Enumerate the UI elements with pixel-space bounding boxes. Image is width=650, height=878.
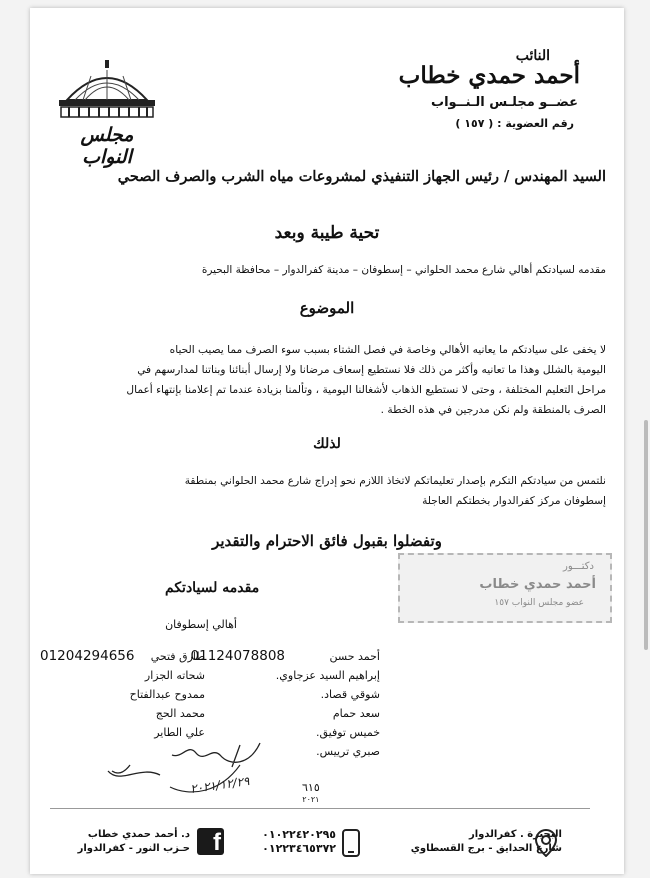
header-role: النائب xyxy=(515,48,550,64)
therefore-heading: لذلك xyxy=(313,436,341,452)
logo-text: مجلس النواب xyxy=(80,124,134,168)
body-line: اليومية بالشلل وهذا ما تعانيه وأكثر من ذلك فلا نستطيع إسعاف مرضانا ولا إرسال أبنائنا وبناتنا لمدارسهم في xyxy=(137,364,606,376)
closing: وتفضلوا بقبول فائق الاحترام والتقدير xyxy=(212,532,442,550)
greeting: تحية طيبة وبعد xyxy=(274,223,380,243)
signatory-row xyxy=(40,647,205,666)
signatory-row: شحاته الجزار xyxy=(144,669,205,682)
facebook-icon: f xyxy=(197,828,224,855)
signatory-row: ممدوح عبدالفتاح xyxy=(129,688,205,701)
parliament-dome-icon xyxy=(55,60,159,118)
signatory-row: شوقي قصاد. xyxy=(320,688,380,701)
request-paragraph xyxy=(46,471,606,511)
membership-line xyxy=(455,117,574,130)
phone-number: ٠١٢٢٣٤٦٥٣٧٢ xyxy=(262,842,336,855)
reference-number-value: ٦١٥ xyxy=(302,781,320,794)
signatory-row: صبري ترييس. xyxy=(316,745,380,758)
signatory-row: سعد حمام xyxy=(332,707,380,720)
location-pin-icon xyxy=(535,829,557,857)
signatory-name: طارق فتحي xyxy=(150,650,205,663)
signatories-left xyxy=(40,647,205,742)
request-line: نلتمس من سيادتكم التكرم بإصدار تعليماتكم لاتخاذ اللازم نحو إدراج شارع محمد الحلواني بمنطقة xyxy=(184,475,606,487)
membership-number: ( ١٥٧ ) xyxy=(455,117,494,130)
reference-number xyxy=(302,782,320,806)
header-name: أحمد حمدي خطاب xyxy=(398,62,580,89)
body-line: الصرف بالمنطقة ولم نكن مدرجين في هذه الخطة . xyxy=(380,404,606,416)
address-line: شارع الحدايق - برج القسطاوي xyxy=(410,843,562,854)
residents-label: أهالي إسطوفان xyxy=(165,618,237,631)
body-paragraph xyxy=(46,340,606,420)
reference-number-date: ٢٠٢١ xyxy=(302,795,320,804)
address-line: البحيرة . كفرالدوار xyxy=(468,829,562,840)
phone-icon xyxy=(342,829,360,857)
footer-divider xyxy=(50,808,590,809)
subject-heading: الموضوع xyxy=(299,299,355,317)
signatory-name: أحمد حسن xyxy=(329,650,380,663)
signatory-row xyxy=(190,647,380,666)
official-stamp xyxy=(398,553,612,623)
signatory-phone: 01124078808 xyxy=(190,648,285,664)
footer-phones xyxy=(258,828,336,856)
request-line: إسطوفان مركز كفرالدوار بخطتكم العاجلة xyxy=(422,495,606,507)
signatory-row: علي الطاير xyxy=(154,726,205,739)
stamp-line-1: دكتـــور xyxy=(562,561,594,572)
header-position: عضــو مجلـس الـنــواب xyxy=(431,95,578,110)
membership-label: رقم العضوية : xyxy=(497,117,574,130)
signatory-row: محمد الحج xyxy=(155,707,205,720)
footer-facebook xyxy=(78,828,190,856)
stamp-line-3: عضو مجلس النواب ١٥٧ xyxy=(494,598,584,608)
facebook-name: د. أحمد حمدي خطاب xyxy=(87,829,190,840)
addressee: السيد المهندس / رئيس الجهاز التنفيذي لمشروعات مياه الشرب والصرف الصحي xyxy=(117,168,606,185)
facebook-org: حـزب النور - كفرالدوار xyxy=(77,843,190,854)
presented-heading: مقدمه لسيادتكم xyxy=(165,580,260,596)
intro-line: مقدمه لسيادتكم أهالي شارع محمد الحلواني – إسطوفان – مدينة كفرالدوار – محافظة البحيرة xyxy=(201,264,606,276)
parliament-logo xyxy=(55,60,159,168)
handwritten-signature xyxy=(100,735,270,805)
phone-number: ٠١٠٢٢٤٢٠٢٩٥ xyxy=(262,828,336,841)
handwritten-date: ٢٠٢١/١٢/٢٩ xyxy=(189,773,251,797)
body-line: مراحل التعليم المختلفة ، وحتى لا نستطيع الذهاب لأشغالنا اليومية ، وتألمنا بزيادة عندما تم إعلامنا بإنتهاء أعمال xyxy=(126,384,606,396)
signatory-phone: 01204294656 xyxy=(40,648,135,664)
stamp-line-2: أحمد حمدي خطاب xyxy=(479,577,596,592)
signatory-row: إبراهيم السيد عزجاوي. xyxy=(275,669,380,682)
signatory-row: خميس توفيق. xyxy=(316,726,380,739)
scrollbar[interactable] xyxy=(644,420,648,650)
body-line: لا يخفى على سيادتكم ما يعانيه الأهالي وخاصة في فصل الشتاء بسبب سوء الصرف مما يصيب الحياه xyxy=(169,344,606,356)
